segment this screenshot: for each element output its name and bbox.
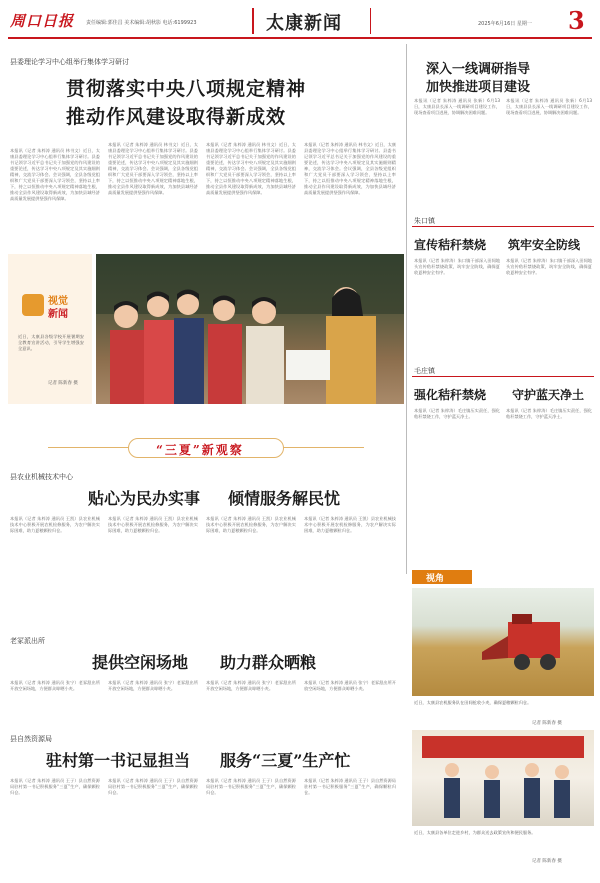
column-divider [406, 44, 407, 574]
s3-kicker: 县自然资源局 [10, 735, 52, 743]
maozhuang-town: 毛庄镇 [414, 367, 435, 375]
harvest-photo [412, 588, 594, 696]
sanxia-article-1 [8, 470, 404, 630]
s1-kicker: 县农业机械技术中心 [10, 473, 73, 481]
banner-title: “三夏”新观察 [156, 443, 244, 457]
s1-title-2: 倾情服务解民忧 [228, 489, 341, 508]
s1-body-col2: 本报讯（记者 朱梓涛 通讯员 王凯）县农业机械技术中心积极开展农机检修服务，为农户解决实际困难，助力夏粮颗粒归仓。 [108, 516, 198, 533]
s1-title-1: 贴心为民办实事 [88, 489, 201, 508]
lead-title-2: 推动作风建设取得新成效 [66, 106, 287, 128]
zhukou-body-b: 本报讯（记者 朱梓涛）朱口镇干部深入田间地头宣传秸秆禁烧政策，筑牢安全防线，确保夏收夏种安全有序。 [506, 258, 592, 275]
visual-caption: 近日，太康县各级学校开展暑期安全教育宣讲活动，引导学生增强安全意识。 [18, 334, 84, 351]
students-photo [96, 254, 404, 404]
issue-date: 2025年6月16日 星期一 [478, 21, 532, 27]
service-photo [412, 730, 594, 826]
right-article-1 [412, 44, 594, 214]
maozhuang-title-1: 强化秸秆禁烧 [414, 388, 487, 402]
s2-title-1: 提供空闲场地 [92, 653, 189, 672]
masthead-meta: 责任编辑:郭佳昌 美术编辑:胡秋影 电话:6199923 [86, 20, 197, 26]
visual-news-icon [22, 294, 44, 316]
zhukou-body-a: 本报讯（记者 朱梓涛）朱口镇干部深入田间地头宣传秸秆禁烧政策，筑牢安全防线，确保夏收夏种安全有序。 [414, 258, 500, 275]
s2-body-col2: 本报讯（记者 朱梓涛 通讯员 张宁）老冢派出所开放空闲场地，方便群众晾晒小麦。 [108, 680, 198, 691]
visual-badge-1: 视觉 [48, 296, 68, 307]
shijiao-caption-1: 近日，太康县农机服务队在田间抢收小麦，确保夏粮颗粒归仓。 [414, 700, 532, 705]
visual-photographer: 记者 陈新春 摄 [48, 381, 78, 386]
s1-body-col4: 本报讯（记者 朱梓涛 通讯员 王凯）县农业机械技术中心积极开展农机检修服务，为农户解决实际困难，助力夏粮颗粒归仓。 [304, 516, 396, 533]
zhukou-article [412, 214, 594, 354]
zhukou-town: 朱口镇 [414, 217, 435, 225]
lead-title-1: 贯彻落实中央八项规定精神 [66, 78, 307, 100]
lead-body-col1: 本报讯（记者 朱梓涛 通讯员 林书文）近日，太康县委理论学习中心组举行集体学习研讨。县委书记领学习近平总书记关于加强党的作风建设的重要论述，传达学习中央八项规定及其实施细则精神，交流学习体会。会议强调，全县各级党组织和广大党员干部要深入学习领会，坚持以上率下，持之以恒推动中央八项规定精神落地生根，推动全县作风建设取得新成效，为加快县域经济高质量发展提供坚强作风保障。 [10, 148, 100, 201]
students-photo-illustration [96, 254, 404, 404]
maozhuang-body-a: 本报讯（记者 朱梓涛）毛庄镇压实责任，强化秸秆禁烧工作，守护蓝天净土。 [414, 408, 500, 419]
lead-body-col4: 本报讯（记者 朱梓涛 通讯员 林书文）近日，太康县委理论学习中心组举行集体学习研讨。县委书记领学习近平总书记关于加强党的作风建设的重要论述，传达学习中央八项规定及其实施细则精神，交流学习体会。会议强调，全县各级党组织和广大党员干部要深入学习领会，坚持以上率下，持之以恒推动中央八项规定精神落地生根，推动全县作风建设取得新成效，为加快县域经济高质量发展提供坚强作风保障。 [304, 142, 396, 195]
s1-body-col1: 本报讯（记者 朱梓涛 通讯员 王凯）县农业机械技术中心积极开展农机检修服务，为农户解决实际困难，助力夏粮颗粒归仓。 [10, 516, 100, 533]
sanxia-banner [8, 436, 404, 460]
shijiao-photographer-2: 记者 陈新春 摄 [532, 859, 562, 864]
zhukou-rule [412, 226, 594, 227]
s2-body-col4: 本报讯（记者 朱梓涛 通讯员 张宁）老冢派出所开放空闲场地，方便群众晾晒小麦。 [304, 680, 396, 691]
maozhuang-rule [412, 376, 594, 377]
s3-body-col1: 本报讯（记者 朱梓涛 通讯员 王子）县自然资源局驻村第一书记积极服务“三夏”生产，确保颗粒归仓。 [10, 778, 100, 795]
s1-body-col3: 本报讯（记者 朱梓涛 通讯员 王凯）县农业机械技术中心积极开展农机检修服务，为农户解决实际困难，助力夏粮颗粒归仓。 [206, 516, 296, 533]
s2-body-col3: 本报讯（记者 朱梓涛 通讯员 张宁）老冢派出所开放空闲场地，方便群众晾晒小麦。 [206, 680, 296, 691]
shijiao-caption-2: 近日，太康县各单位走进乡村，为群众送去政策宣传和便民服务。 [414, 830, 536, 835]
sanxia-article-3 [8, 732, 404, 878]
shijiao-photographer-1: 记者 陈新春 摄 [532, 721, 562, 726]
visual-badge-2: 新闻 [48, 309, 68, 320]
s3-title-1: 驻村第一书记显担当 [46, 751, 191, 770]
right1-body-b: 本报讯（记者 朱梓涛 通讯员 张新）6月13日，太康县县长深入一线调研项目建设工作，现场查看项目进展，协调解决困难问题。 [506, 98, 592, 115]
section-divider [252, 8, 254, 34]
shijiao-block [412, 566, 594, 880]
s2-kicker: 老冢派出所 [10, 637, 45, 645]
shijiao-badge: 视角 [426, 574, 445, 584]
s2-body-col1: 本报讯（记者 朱梓涛 通讯员 张宁）老冢派出所开放空闲场地，方便群众晾晒小麦。 [10, 680, 100, 691]
masthead-rule [8, 37, 592, 39]
logo: 周口日报 [10, 12, 75, 30]
section-divider-right [370, 8, 371, 34]
lead-article [8, 44, 404, 244]
s2-title-2: 助力群众晒粮 [220, 653, 317, 672]
lead-kicker: 县委理论学习中心组举行集体学习研讨 [10, 58, 129, 66]
s3-body-col3: 本报讯（记者 朱梓涛 通讯员 王子）县自然资源局驻村第一书记积极服务“三夏”生产，确保颗粒归仓。 [206, 778, 296, 795]
maozhuang-body-b: 本报讯（记者 朱梓涛）毛庄镇压实责任，强化秸秆禁烧工作，守护蓝天净土。 [506, 408, 592, 419]
lead-body-col3: 本报讯（记者 朱梓涛 通讯员 林书文）近日，太康县委理论学习中心组举行集体学习研讨。县委书记领学习近平总书记关于加强党的作风建设的重要论述，传达学习中央八项规定及其实施细则精神，交流学习体会。会议强调，全县各级党组织和广大党员干部要深入学习领会，坚持以上率下，持之以恒推动中央八项规定精神落地生根，推动全县作风建设取得新成效，为加快县域经济高质量发展提供坚强作风保障。 [206, 142, 296, 195]
harvest-illustration [412, 588, 594, 696]
maozhuang-article [412, 364, 594, 564]
s3-body-col2: 本报讯（记者 朱梓涛 通讯员 王子）县自然资源局驻村第一书记积极服务“三夏”生产，确保颗粒归仓。 [108, 778, 198, 795]
right1-title-1: 深入一线调研指导 [426, 62, 531, 77]
page-number: 3 [568, 6, 585, 35]
right1-body-a: 本报讯（记者 朱梓涛 通讯员 张新）6月13日，太康县县长深入一线调研项目建设工作，现场查看项目进展，协调解决困难问题。 [414, 98, 500, 115]
zhukou-title-2: 筑牢安全防线 [508, 238, 581, 252]
visual-news-block [8, 254, 404, 404]
s3-title-2: 服务“三夏”生产忙 [220, 751, 351, 770]
right1-title-2: 加快推进项目建设 [426, 80, 531, 95]
service-illustration [412, 730, 594, 826]
sanxia-article-2 [8, 634, 404, 730]
section-title: 太康新闻 [266, 13, 342, 34]
zhukou-title-1: 宣传秸秆禁烧 [414, 238, 487, 252]
s3-body-col4: 本报讯（记者 朱梓涛 通讯员 王子）县自然资源局驻村第一书记积极服务“三夏”生产，确保颗粒归仓。 [304, 778, 396, 795]
maozhuang-title-2: 守护蓝天净土 [512, 388, 585, 402]
lead-body-col2: 本报讯（记者 朱梓涛 通讯员 林书文）近日，太康县委理论学习中心组举行集体学习研讨。县委书记领学习近平总书记关于加强党的作风建设的重要论述，传达学习中央八项规定及其实施细则精神，交流学习体会。会议强调，全县各级党组织和广大党员干部要深入学习领会，坚持以上率下，持之以恒推动中央八项规定精神落地生根，推动全县作风建设取得新成效，为加快县域经济高质量发展提供坚强作风保障。 [108, 142, 198, 195]
